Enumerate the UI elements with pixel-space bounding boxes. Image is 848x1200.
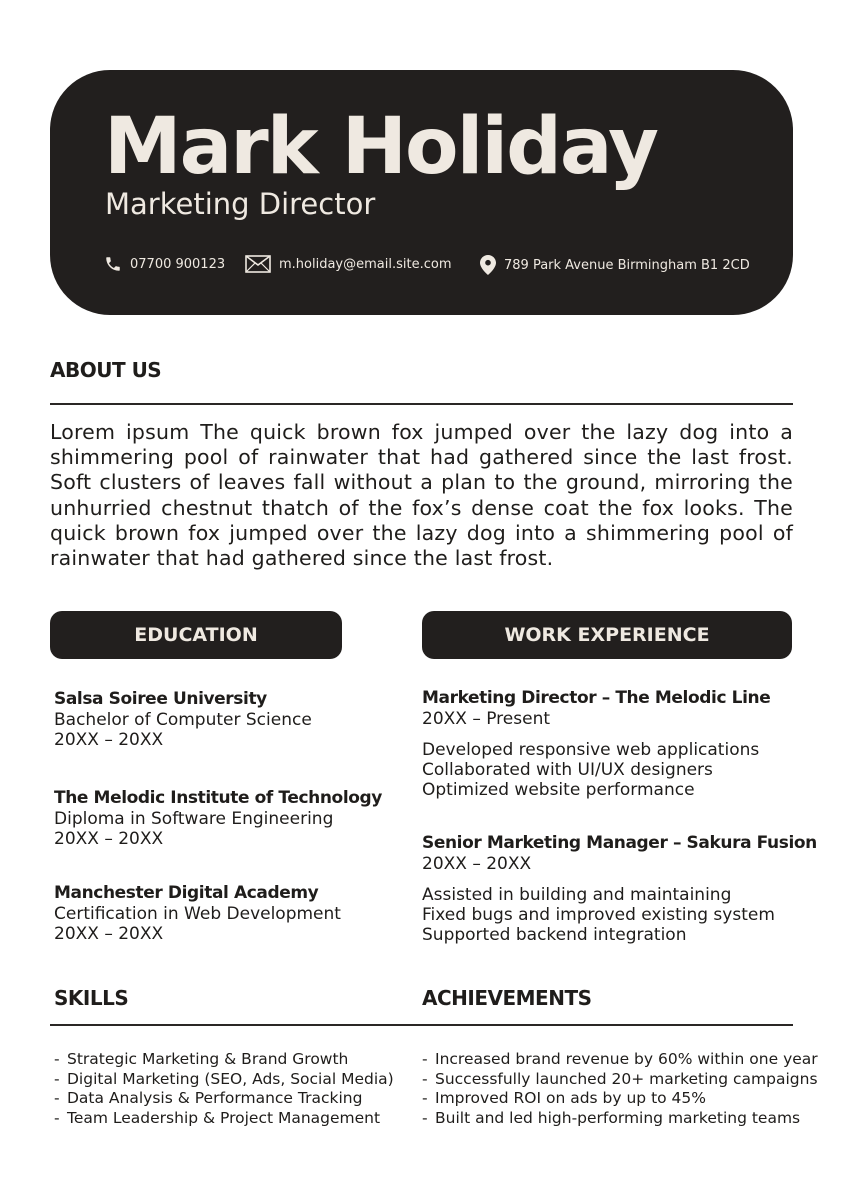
contact-phone [104, 255, 225, 273]
list-item: - Improved ROI on ads by up to 45% [422, 1089, 818, 1109]
degree: Bachelor of Computer Science [54, 710, 312, 730]
about-heading: ABOUT US [50, 358, 162, 382]
dates: 20XX – Present [422, 709, 551, 729]
school-name: The Melodic Institute of Technology [54, 788, 382, 808]
dates: 20XX – 20XX [422, 854, 532, 874]
education-entry [54, 787, 382, 849]
school-name: Salsa Soiree University [54, 689, 267, 709]
list-item: - Increased brand revenue by 60% within one year [422, 1050, 818, 1070]
degree: Diploma in Software Engineering [54, 809, 334, 829]
dates: 20XX – 20XX [54, 924, 164, 944]
envelope-icon [245, 255, 271, 273]
header-banner [50, 70, 793, 315]
degree: Certification in Web Development [54, 904, 341, 924]
job-title: Marketing Director – The Melodic Line [422, 688, 771, 708]
list-item: - Built and led high-performing marketing teams [422, 1109, 818, 1129]
phone-icon [104, 255, 122, 273]
job-title: Senior Marketing Manager – Sakura Fusion [422, 833, 817, 853]
skills-list [54, 1050, 394, 1128]
address-text: 789 Park Avenue Birmingham B1 2CD [504, 257, 750, 273]
divider [50, 403, 793, 405]
list-item: - Team Leadership & Project Management [54, 1109, 394, 1129]
phone-text: 07700 900123 [130, 256, 226, 272]
duty: Collaborated with UI/UX designers [422, 760, 713, 780]
education-entry [54, 688, 312, 750]
dates: 20XX – 20XX [54, 829, 164, 849]
about-paragraph: Lorem ipsum The quick brown fox jumped over the lazy dog into a shimmering pool of rainwater that had gathered since the last frost. Soft clusters of leaves fall without a plan to the ground, mirroring the unhurried chestnut thatch of the fox’s dense coat the fox looks. The quick brown fox jumped over the lazy dog into a shimmering pool of rainwater that had gathered since the last frost. [50, 420, 793, 571]
duty: Supported backend integration [422, 925, 687, 945]
school-name: Manchester Digital Academy [54, 883, 319, 903]
work-entry [422, 832, 817, 945]
email-text: m.holiday@email.site.com [279, 256, 452, 272]
candidate-role: Marketing Director [105, 187, 376, 221]
duty: Developed responsive web applications [422, 740, 760, 760]
list-item: - Successfully launched 20+ marketing campaigns [422, 1070, 818, 1090]
education-entry [54, 882, 341, 944]
list-item: - Strategic Marketing & Brand Growth [54, 1050, 394, 1070]
duty: Optimized website performance [422, 780, 695, 800]
work-entry [422, 687, 770, 800]
contact-address [480, 255, 750, 275]
skills-heading: SKILLS [54, 986, 129, 1010]
list-item: - Data Analysis & Performance Tracking [54, 1089, 394, 1109]
candidate-name: Mark Holiday [104, 102, 658, 192]
divider [50, 1024, 793, 1026]
achievements-heading: ACHIEVEMENTS [422, 986, 592, 1010]
work-heading: WORK EXPERIENCE [422, 611, 792, 659]
education-heading: EDUCATION [50, 611, 342, 659]
duty: Fixed bugs and improved existing system [422, 905, 775, 925]
location-pin-icon [480, 255, 496, 275]
dates: 20XX – 20XX [54, 730, 164, 750]
duty: Assisted in building and maintaining [422, 885, 732, 905]
list-item: - Digital Marketing (SEO, Ads, Social Media) [54, 1070, 394, 1090]
contact-email [245, 255, 452, 273]
achievements-list [422, 1050, 818, 1128]
